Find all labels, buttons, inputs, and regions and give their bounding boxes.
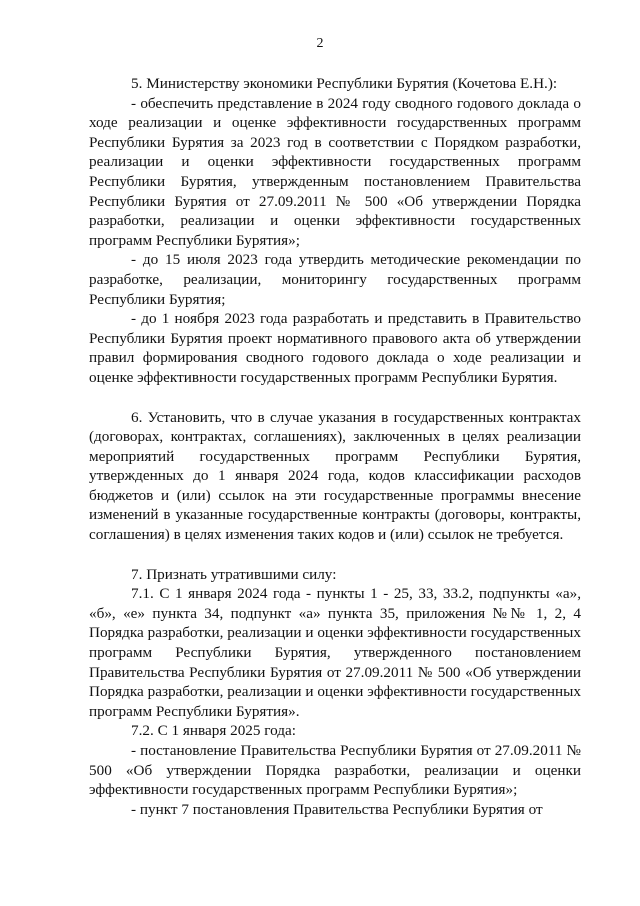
paragraph-7-1: 7.1. С 1 января 2024 года - пункты 1 - 25, 33, 33.2, подпункты «а», «б», «е» пункта 34, подпункт «а» пункта 35, приложения №№ 1, 2, 4 Порядка разработки, реализации и оценки эффективности государственных программ Республики Бурятия, утвержденного постановлением Правительства Республики Бурятия от 27.09.2011 № 500 «Об утверждении Порядка разработки, реализации и оценки эффективности государственных программ Республики Бурятия».	[89, 585, 581, 720]
paragraph-7-2-heading: 7.2. С 1 января 2025 года:	[131, 722, 296, 740]
paragraph-7-heading: 7. Признать утратившими силу:	[131, 565, 337, 583]
paragraph-5-item-report: - обеспечить представление в 2024 году сводного годового доклада о ходе реализации и оценке эффективности государственных программ Республики Бурятия за 2023 год в соответствии с Порядком разработки, реализации и оценки эффективности государственных программ Республики Бурятия, утвержденным постановлением Правительства Республики Бурятия от 27.09.2011 № 500 «Об утверждении Порядка разработки, реализации и оценки эффективности государственных программ Республики Бурятия»;	[89, 94, 581, 249]
paragraph-5-heading: 5. Министерству экономики Республики Бурятия (Кочетова Е.Н.):	[131, 75, 558, 92]
paragraph-7-2-item-resolution: - постановление Правительства Республики Бурятия от 27.09.2011 № 500 «Об утверждении Порядка разработки, реализации и оценки эффективности государственных программ Республики Бурятия»;	[89, 742, 581, 799]
paragraph-6: 6. Установить, что в случае указания в государственных контрактах (договорах, контрактах, соглашениях), заключенных в целях реализации мероприятий государственных программ Республики Бурятия, утвержденных до 1 января 2024 года, кодов классификации расходов бюджетов и (или) ссылок на эти государственные программы внесение изменений в указанные государственные контракты (договоры, контракты, соглашения) в целях изменения таких кодов и (или) ссылок не требуется.	[89, 408, 581, 544]
paragraph-5-item-recommendations: - до 15 июля 2023 года утвердить методические рекомендации по разработке, реализации, мониторингу государственных программ Республики Бурятия;	[89, 251, 581, 308]
page-number: 2	[316, 36, 324, 51]
paragraph-5-item-draft-act: - до 1 ноября 2023 года разработать и представить в Правительство Республики Бурятия проект нормативного правового акта об утверждении правил формирования сводного годового доклада о ходе реализации и оценке эффективности государственных программ Республики Бурятия.	[89, 310, 581, 386]
document-body	[89, 74, 581, 819]
paragraph-7-2-item-point: - пункт 7 постановления Правительства Республики Бурятия от	[131, 800, 543, 818]
